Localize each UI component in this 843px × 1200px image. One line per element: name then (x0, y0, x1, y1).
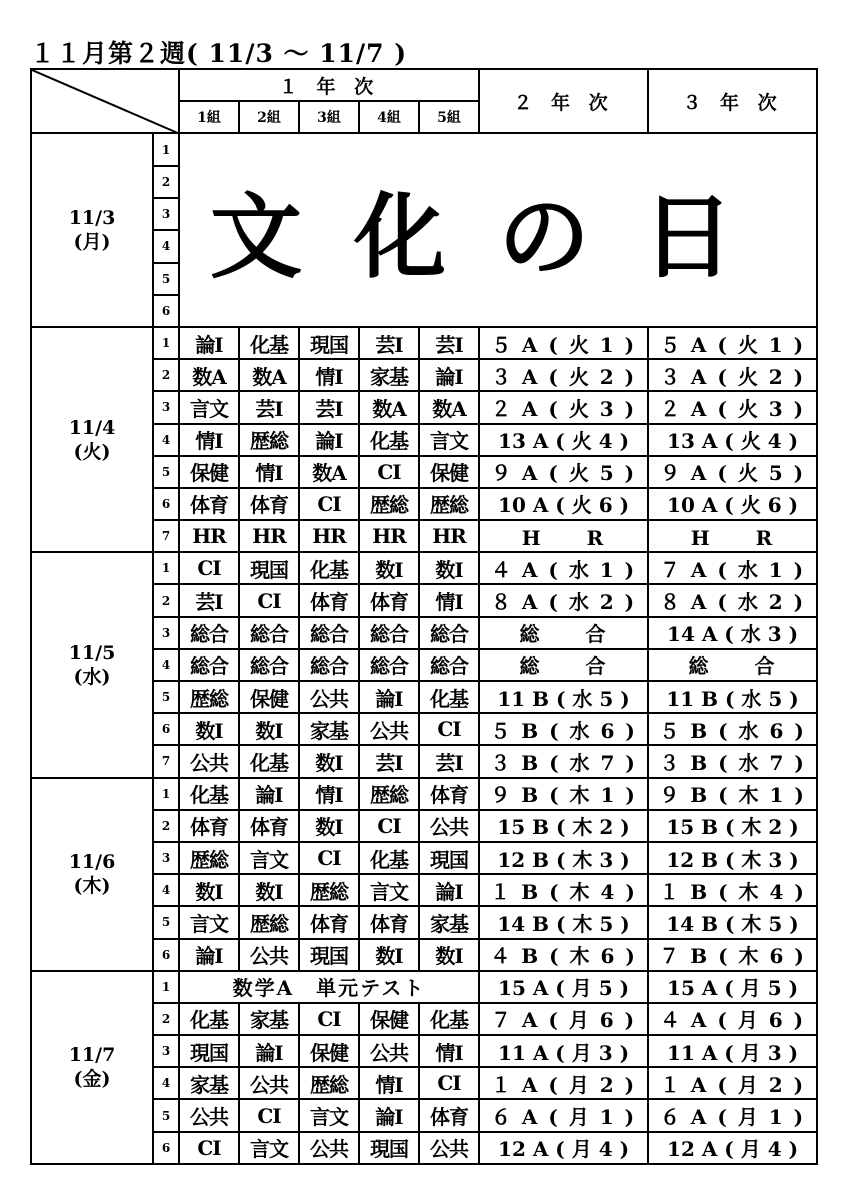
holiday-label: 文化の日 (179, 133, 817, 327)
class-subject: 体育 (179, 810, 239, 842)
class-subject: 論Ⅰ (419, 359, 479, 391)
day-weekday: (月) (73, 230, 111, 253)
class-subject: 言文 (179, 906, 239, 938)
page-title: １１月第２週( 11/3 ～ 11/7 ) (30, 39, 408, 68)
year2-cell: ８ A ( 水 2 ) (479, 584, 648, 616)
class-subject: 総合 (239, 617, 299, 649)
class-subject: 公共 (419, 1132, 479, 1164)
class-subject: 数A (419, 391, 479, 423)
class-subject: 芸Ⅰ (179, 584, 239, 616)
year2-cell: １ A ( 月 2 ) (479, 1067, 648, 1099)
class-subject: 歴総 (359, 778, 419, 810)
period-number: 4 (153, 1067, 179, 1099)
year2-cell: ５ A ( 火 1 ) (479, 327, 648, 359)
class-subject: 現国 (299, 939, 359, 971)
class-subject: 数A (299, 456, 359, 488)
year2-cell: 11 B ( 水 5 ) (479, 681, 648, 713)
day-cell (31, 552, 153, 777)
class-subject: 芸Ⅰ (419, 327, 479, 359)
class-header: 3組 (299, 101, 359, 133)
class-subject: 化基 (359, 842, 419, 874)
class-subject: 数Ⅰ (239, 713, 299, 745)
class-subject: 公共 (239, 939, 299, 971)
class-subject: 総合 (419, 617, 479, 649)
year2-cell: 総 合 (479, 617, 648, 649)
period-number: 6 (153, 1132, 179, 1164)
class-subject: 公共 (419, 810, 479, 842)
year2-cell: 15 B ( 木 2 ) (479, 810, 648, 842)
class-subject: CⅠ (419, 1067, 479, 1099)
class-subject: 現国 (239, 552, 299, 584)
period-number: 5 (153, 1099, 179, 1131)
year2-cell: ５ B ( 水 6 ) (479, 713, 648, 745)
class-subject: 総合 (359, 617, 419, 649)
class-subject: 歴総 (179, 681, 239, 713)
class-subject: 情Ⅰ (239, 456, 299, 488)
class-subject: 歴総 (179, 842, 239, 874)
class-subject: HR (359, 520, 419, 552)
class-subject: 化基 (419, 1003, 479, 1035)
year2-cell: ２ A ( 火 3 ) (479, 391, 648, 423)
day-weekday: (木) (73, 875, 111, 898)
class-subject: CⅠ (299, 842, 359, 874)
class-subject: 数Ⅰ (419, 552, 479, 584)
year2-cell: ９ B ( 木 1 ) (479, 778, 648, 810)
year3-cell: ７ A ( 水 1 ) (648, 552, 817, 584)
class-subject: CⅠ (179, 552, 239, 584)
timetable (30, 68, 818, 1165)
year3-cell: 12 B ( 木 3 ) (648, 842, 817, 874)
period-number: 6 (153, 488, 179, 520)
day-cell (31, 971, 153, 1164)
class-subject: 歴総 (359, 488, 419, 520)
class-header: 4組 (359, 101, 419, 133)
year3-header: ３ 年 次 (648, 69, 817, 133)
class-subject: 公共 (299, 1132, 359, 1164)
class-subject: 情Ⅰ (299, 778, 359, 810)
period-number: 3 (153, 198, 179, 230)
class-subject: 家基 (179, 1067, 239, 1099)
day-date: 11/3 (68, 206, 116, 229)
period-number: 2 (153, 359, 179, 391)
class-subject: 数Ⅰ (299, 745, 359, 777)
class-subject: 保健 (359, 1003, 419, 1035)
period-number: 7 (153, 745, 179, 777)
period-number: 4 (153, 230, 179, 262)
class-subject: 論Ⅰ (359, 1099, 419, 1131)
class-subject: 数A (239, 359, 299, 391)
period-number: 4 (153, 874, 179, 906)
class-subject: 総合 (359, 649, 419, 681)
class-subject: HR (299, 520, 359, 552)
day-cell (31, 133, 153, 327)
class-subject: 数A (359, 391, 419, 423)
class-subject: 総合 (239, 649, 299, 681)
year3-cell: 11 B ( 水 5 ) (648, 681, 817, 713)
class-subject: 総合 (179, 617, 239, 649)
period-number: 3 (153, 617, 179, 649)
year2-cell: 10 A ( 火 6 ) (479, 488, 648, 520)
class-subject: 歴総 (239, 424, 299, 456)
class-subject: 保健 (419, 456, 479, 488)
class-subject: 公共 (359, 713, 419, 745)
class-subject: 歴総 (419, 488, 479, 520)
period-number: 3 (153, 1035, 179, 1067)
class-subject: 現国 (179, 1035, 239, 1067)
year2-cell: ９ A ( 火 5 ) (479, 456, 648, 488)
year3-cell: ３ B ( 水 7 ) (648, 745, 817, 777)
day-date: 11/4 (68, 416, 116, 439)
day-date: 11/7 (68, 1044, 116, 1067)
class-subject: 公共 (179, 1099, 239, 1131)
day-weekday: (火) (73, 440, 111, 463)
period-number: 4 (153, 649, 179, 681)
year2-cell: ３ A ( 火 2 ) (479, 359, 648, 391)
class-subject: 化基 (359, 424, 419, 456)
year3-cell: ２ A ( 火 3 ) (648, 391, 817, 423)
period-number: 5 (153, 681, 179, 713)
class-subject: 保健 (299, 1035, 359, 1067)
year2-cell: H R (479, 520, 648, 552)
year3-cell: 14 A ( 水 3 ) (648, 617, 817, 649)
period-number: 5 (153, 906, 179, 938)
class-subject: 現国 (299, 327, 359, 359)
class-subject: 論Ⅰ (359, 681, 419, 713)
class-subject: CⅠ (419, 713, 479, 745)
year2-cell: 12 A ( 月 4 ) (479, 1132, 648, 1164)
class-subject: 化基 (239, 327, 299, 359)
class-subject: 体育 (359, 584, 419, 616)
class-subject: 言文 (179, 391, 239, 423)
class-subject: 情Ⅰ (179, 424, 239, 456)
class-subject: 保健 (239, 681, 299, 713)
year3-cell: ６ A ( 月 1 ) (648, 1099, 817, 1131)
year2-cell: 総 合 (479, 649, 648, 681)
class-subject: 情Ⅰ (419, 584, 479, 616)
year3-cell: 10 A ( 火 6 ) (648, 488, 817, 520)
class-subject: 芸Ⅰ (299, 391, 359, 423)
class-subject: 化基 (179, 1003, 239, 1035)
period-number: 1 (153, 971, 179, 1003)
day-date: 11/6 (68, 851, 116, 874)
period-number: 1 (153, 133, 179, 166)
year2-cell: ７ A ( 月 6 ) (479, 1003, 648, 1035)
class-subject: 情Ⅰ (359, 1067, 419, 1099)
class-subject: 公共 (179, 745, 239, 777)
merged-event: 数学A 単元テスト (179, 971, 479, 1003)
year2-cell: ４ B ( 木 6 ) (479, 939, 648, 971)
year3-cell: 11 A ( 月 3 ) (648, 1035, 817, 1067)
class-subject: 芸Ⅰ (239, 391, 299, 423)
year3-cell: ３ A ( 火 2 ) (648, 359, 817, 391)
header-corner-cell (31, 69, 179, 133)
class-subject: 化基 (419, 681, 479, 713)
class-subject: 情Ⅰ (419, 1035, 479, 1067)
class-subject: 化基 (299, 552, 359, 584)
class-subject: 化基 (239, 745, 299, 777)
class-header: 2組 (239, 101, 299, 133)
year2-cell: 11 A ( 月 3 ) (479, 1035, 648, 1067)
class-subject: 体育 (419, 1099, 479, 1131)
year2-cell: 15 A ( 月 5 ) (479, 971, 648, 1003)
class-subject: 保健 (179, 456, 239, 488)
period-number: 5 (153, 456, 179, 488)
year2-cell: ６ A ( 月 1 ) (479, 1099, 648, 1131)
year3-cell: ５ A ( 火 1 ) (648, 327, 817, 359)
class-subject: 論Ⅰ (179, 939, 239, 971)
class-subject: 家基 (239, 1003, 299, 1035)
class-subject: 数Ⅰ (239, 874, 299, 906)
period-number: 5 (153, 263, 179, 295)
diagonal-line (32, 70, 179, 133)
class-subject: 芸Ⅰ (359, 327, 419, 359)
class-subject: 体育 (359, 906, 419, 938)
year3-cell: ９ B ( 木 1 ) (648, 778, 817, 810)
period-number: 1 (153, 327, 179, 359)
period-number: 2 (153, 1003, 179, 1035)
year3-cell: 15 A ( 月 5 ) (648, 971, 817, 1003)
class-subject: 現国 (359, 1132, 419, 1164)
class-header: 5組 (419, 101, 479, 133)
class-subject: HR (419, 520, 479, 552)
class-subject: 家基 (419, 906, 479, 938)
class-subject: CⅠ (239, 584, 299, 616)
period-number: 2 (153, 166, 179, 198)
year3-cell: ９ A ( 火 5 ) (648, 456, 817, 488)
year3-cell: ８ A ( 水 2 ) (648, 584, 817, 616)
year3-cell: １ B ( 木 4 ) (648, 874, 817, 906)
day-cell (31, 778, 153, 971)
class-subject: CⅠ (239, 1099, 299, 1131)
day-weekday: (水) (73, 665, 111, 688)
class-subject: 家基 (299, 713, 359, 745)
period-number: 3 (153, 842, 179, 874)
period-number: 2 (153, 584, 179, 616)
period-number: 3 (153, 391, 179, 423)
class-subject: 公共 (359, 1035, 419, 1067)
class-subject: 総合 (299, 617, 359, 649)
class-subject: 体育 (419, 778, 479, 810)
class-subject: CⅠ (179, 1132, 239, 1164)
class-subject: 現国 (419, 842, 479, 874)
class-subject: 論Ⅰ (419, 874, 479, 906)
class-subject: 芸Ⅰ (419, 745, 479, 777)
day-date: 11/5 (68, 641, 116, 664)
class-subject: 公共 (299, 681, 359, 713)
class-subject: 体育 (239, 810, 299, 842)
class-subject: 芸Ⅰ (359, 745, 419, 777)
class-subject: 歴総 (239, 906, 299, 938)
year3-cell: ４ A ( 月 6 ) (648, 1003, 817, 1035)
class-subject: 論Ⅰ (299, 424, 359, 456)
period-number: 1 (153, 778, 179, 810)
period-number: 7 (153, 520, 179, 552)
class-subject: 体育 (299, 584, 359, 616)
class-subject: 情Ⅰ (299, 359, 359, 391)
class-subject: CⅠ (299, 1003, 359, 1035)
class-subject: HR (239, 520, 299, 552)
year2-cell: ３ B ( 水 7 ) (479, 745, 648, 777)
class-subject: 歴総 (299, 874, 359, 906)
class-subject: 論Ⅰ (239, 778, 299, 810)
period-number: 2 (153, 810, 179, 842)
class-subject: 総合 (179, 649, 239, 681)
class-subject: 言文 (359, 874, 419, 906)
year2-cell: 12 B ( 木 3 ) (479, 842, 648, 874)
year3-cell: １ A ( 月 2 ) (648, 1067, 817, 1099)
class-subject: 数Ⅰ (179, 713, 239, 745)
period-number: 6 (153, 939, 179, 971)
year1-header: １ 年 次 (179, 69, 479, 101)
class-header: 1組 (179, 101, 239, 133)
class-subject: 体育 (239, 488, 299, 520)
period-number: 4 (153, 424, 179, 456)
period-number: 6 (153, 295, 179, 327)
year3-cell: 15 B ( 木 2 ) (648, 810, 817, 842)
class-subject: 公共 (239, 1067, 299, 1099)
class-subject: 体育 (299, 906, 359, 938)
class-subject: 化基 (179, 778, 239, 810)
class-subject: 家基 (359, 359, 419, 391)
year3-cell: ７ B ( 木 6 ) (648, 939, 817, 971)
day-weekday: (金) (73, 1068, 111, 1091)
class-subject: 数Ⅰ (359, 552, 419, 584)
class-subject: CⅠ (359, 810, 419, 842)
class-subject: 論Ⅰ (239, 1035, 299, 1067)
year2-cell: 13 A ( 火 4 ) (479, 424, 648, 456)
year3-cell: ５ B ( 水 6 ) (648, 713, 817, 745)
year3-cell: 14 B ( 木 5 ) (648, 906, 817, 938)
year2-cell: ４ A ( 水 1 ) (479, 552, 648, 584)
period-number: 6 (153, 713, 179, 745)
class-subject: 数A (179, 359, 239, 391)
year3-cell: 13 A ( 火 4 ) (648, 424, 817, 456)
class-subject: 歴総 (299, 1067, 359, 1099)
class-subject: 総合 (419, 649, 479, 681)
class-subject: 総合 (299, 649, 359, 681)
year2-header: ２ 年 次 (479, 69, 648, 133)
year2-cell: １ B ( 木 4 ) (479, 874, 648, 906)
class-subject: 言文 (239, 1132, 299, 1164)
day-cell (31, 327, 153, 552)
period-number: 1 (153, 552, 179, 584)
year3-cell: H R (648, 520, 817, 552)
class-subject: 数Ⅰ (419, 939, 479, 971)
class-subject: 数Ⅰ (179, 874, 239, 906)
class-subject: 体育 (179, 488, 239, 520)
class-subject: 数Ⅰ (299, 810, 359, 842)
class-subject: CⅠ (299, 488, 359, 520)
class-subject: HR (179, 520, 239, 552)
class-subject: 言文 (299, 1099, 359, 1131)
class-subject: CⅠ (359, 456, 419, 488)
year2-cell: 14 B ( 木 5 ) (479, 906, 648, 938)
class-subject: 数Ⅰ (359, 939, 419, 971)
class-subject: 論Ⅰ (179, 327, 239, 359)
class-subject: 言文 (239, 842, 299, 874)
year3-cell: 総 合 (648, 649, 817, 681)
class-subject: 言文 (419, 424, 479, 456)
year3-cell: 12 A ( 月 4 ) (648, 1132, 817, 1164)
